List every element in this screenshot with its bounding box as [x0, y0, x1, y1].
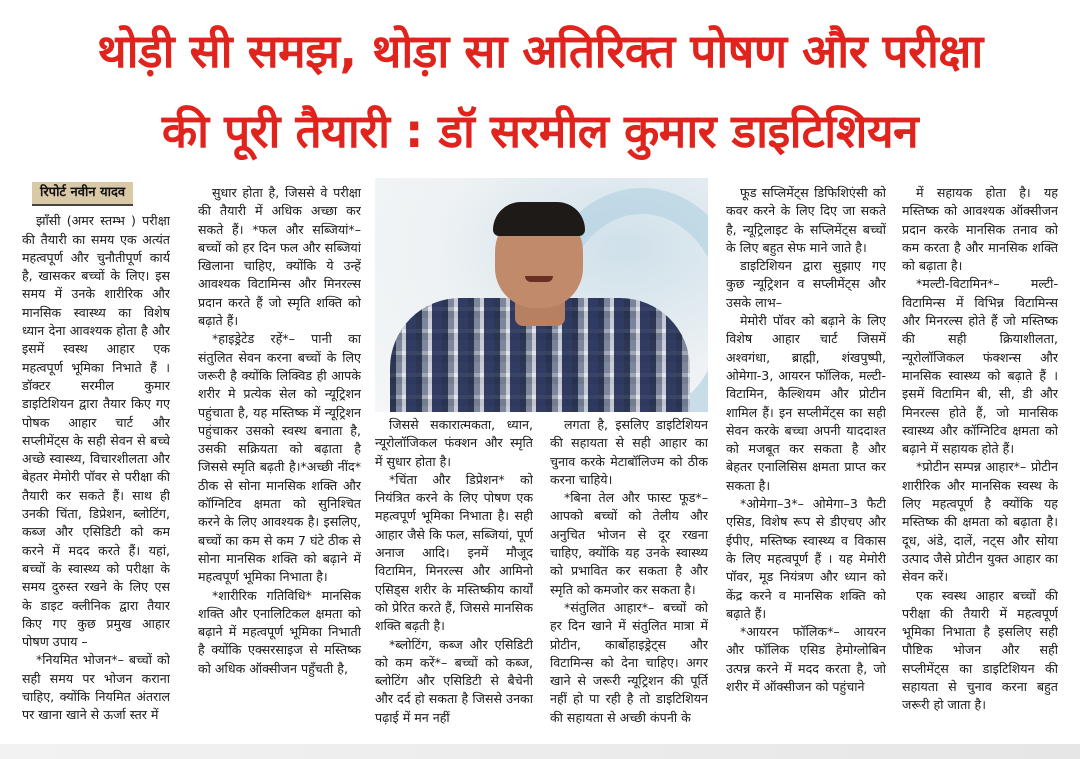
column-paragraph: *ब्लोटिंग, कब्ज और एसिडिटी को कम करें*– बच्चों को कब्ज, ब्लोटिंग और एसिडिटी से बैचेनी और दर्द हो सकता है जिससे उनका पढ़ाई में मन नहीं [375, 636, 533, 725]
column-paragraph: डाइटिशियन द्वारा सुझाए गए कुछ न्यूट्रिशन व सप्लीमेंट्स और उसके लाभ– [726, 258, 886, 310]
column-paragraph: *ओमेगा–3*– ओमेगा–3 फैटी एसिड, विशेष रूप से डीएचए और ईपीए, मस्तिष्क स्वास्थ्य व विकास के लिए महत्वपूर्ण हैं । यह मेमोरी पॉवर, मूड नियंत्रण और ध्यान को केंद्र करने व मानसिक शक्ति को बढ़ाते हैं। [726, 496, 886, 621]
column-paragraph: *आयरन फॉलिक*– आयरन और फॉलिक एसिड हेमोग्लोबिन उत्पन्न करने में मदद करता है, जो शरीर में ऑक्सीजन को पहुंचाने [726, 624, 886, 695]
article-column-6 [902, 184, 1058, 742]
column-paragraph: *नियमित भोजन*– बच्चों को सही समय पर भोजन कराना चाहिए, क्योंकि नियमित अंतराल पर खाना खाने से ऊर्जा स्तर में [22, 652, 170, 723]
column-paragraph: *मल्टी-विटामिन*– मल्टी-विटामिन्स में विभिन्न विटामिन्स और मिनरल्स होते हैं जो मस्तिष्क की सही क्रियाशीलता, न्यूरोलॉजिकल फंक्शन्स और मानसिक स्वास्थ्य को बढ़ाते हैं । इसमें विटामिन बी, सी, डी और मिनरल्स होते हैं, जो मानसिक स्वास्थ्य और कॉग्निटिव क्षमता को बढ़ाने में सहायक होते हैं। [902, 276, 1058, 457]
column-paragraph: एक स्वस्थ आहार बच्चों की परीक्षा की तैयारी में महत्वपूर्ण भूमिका निभाता है इसलिए सही पौष्टिक भोजन और सही सप्लीमेंट्स का डाइटिशियन की सहायता से चुनाव करना बहुत जरूरी हो जाता है। [902, 587, 1058, 713]
column-paragraph: मेमोरी पॉवर को बढ़ाने के लिए विशेष आहार चार्ट जिसमें अश्वगंधा, ब्राह्मी, शंखपुष्पी, ओमेगा-3, आयरन फॉलिक, मल्टी-विटामिन, कैल्शियम और प्रोटीन शामिल हैं। इन सप्लीमेंट्स का सही सेवन करके बच्चा अपनी याददाश्त को मजबूत कर सकता है और बेहतर एनालिसिस क्षमता प्राप्त कर सकता है। [726, 313, 886, 493]
reporter-byline: रिपोर्ट नवीन यादव [32, 182, 133, 206]
article-column-5 [726, 184, 886, 742]
headline-line-2: की पूरी तैयारी : डॉ सरमील कुमार डाइटिशियन [161, 104, 919, 158]
column-paragraph: में सहायक होता है। यह मस्तिष्क को आवश्यक ऑक्सीजन प्रदान करके मानसिक तनाव को कम करता है और मानसिक शक्ति को बढ़ाता है। [902, 185, 1058, 274]
column-paragraph: *संतुलित आहार*– बच्चों को हर दिन खाने में संतुलित मात्रा में प्रोटीन, कार्बोहाइड्रेट्स और विटामिन्स को देना चाहिए। अगर खाने से जरूरी न्यूट्रिशन की पूर्ति नहीं हो पा रही है तो डाइटिशियन की सहायता से अच्छी कंपनी के [550, 599, 708, 725]
column-paragraph: *चिंता और डिप्रेशन* को नियंत्रित करने के लिए पोषण एक महत्वपूर्ण भूमिका निभाता है। सही आहार जैसे कि फल, सब्जियां, पूर्ण अनाज आदि। इनमें मौजूद विटामिन, मिनरल्स और आमिनो एसिड्स शरीर के मस्तिष्कीय कार्यों को प्रेरित करते हैं, जिससे मानसिक शक्ति बढ़ती है। [375, 471, 533, 634]
article-column-4 [550, 416, 708, 742]
column-paragraph: *बिना तेल और फास्ट फूड*– आपको बच्चों को तेलीय और अनुचित भोजन से दूर रखना चाहिए, क्योंकि यह उनके स्वास्थ्य को प्रभावित कर सकता है और स्मृति को कमजोर कर सकता है। [550, 490, 708, 597]
column-paragraph: लगता है, इसलिए डाइटिशियन की सहायता से सही आहार का चुनाव करके मेटाबॉलिज्म को ठीक करना चाहिये। [550, 417, 708, 487]
column-paragraph: *हाइड्रेटेड रहें*– पानी का संतुलित सेवन करना बच्चों के लिए जरूरी है क्योंकि लिक्विड ही आपके शरीर मे प्रत्येक सेल को न्यूट्रिशन पहुंचाता है, यह मस्तिष्क में न्यूट्रिशन पहुंचाकर उसको स्वस्थ बनाता है, उसकी सक्रियता को बढ़ाता है जिससे स्मृति बढ़ती है।*अच्छी नींद* ठीक से सोना मानसिक शक्ति और कॉग्निटिव क्षमता को सुनिश्चित करने के लिए आवश्यक है। इसलिए, बच्चों का कम से कम 7 घंटे ठीक से सोना मानसिक शक्ति को बढ़ाने में महत्वपूर्ण भूमिका निभाता है। [198, 331, 361, 585]
next-article-strip [0, 744, 1080, 759]
headline [0, 0, 1080, 172]
column-paragraph: फूड सप्लिमेंट्स डिफिशिएंसी को कवर करने के लिए दिए जा सकते है, न्यूट्रिलाइट के सप्लिमेंट्स बच्चों के लिए बहुत सेफ माने जाते है। [726, 185, 886, 255]
column-paragraph: सुधार होता है, जिससे वे परीक्षा की तैयारी में अधिक अच्छा कर सकते हैं। *फल और सब्जियां*– बच्चों को हर दिन फल और सब्जियां खिलाना चाहिए, क्योंकि ये उन्हें आवश्यक विटामिन्स और मिनरल्स प्रदान करते हैं जो स्मृति शक्ति को बढ़ाते हैं। [198, 185, 361, 329]
doctor-portrait-photo [375, 178, 708, 412]
article-column-2 [198, 184, 361, 742]
column-paragraph: जिससे सकारात्मकता, ध्यान, न्यूरोलॉजिकल फंक्शन और स्मृति में सुधार होता है। [375, 417, 533, 469]
column-paragraph: *शारीरिक गतिविधि* मानसिक शक्ति और एनालिटिकल क्षमता को बढ़ाने में महत्वपूर्ण भूमिका निभाती है क्योंकि एक्सरसाइज से मस्तिष्क को अधिक ऑक्सीजन पहुँचती है, [198, 587, 361, 676]
article-column-3 [375, 416, 533, 742]
column-paragraph: झाँसी (अमर स्तम्भ ) परीक्षा की तैयारी का समय एक अत्यंत महत्वपूर्ण और चुनौतीपूर्ण कार्य है, खासकर बच्चों के लिए। इस समय में उनके शारीरिक और मानसिक स्वास्थ्य का विशेष ध्यान देना आवश्यक होता है और इसमें स्वस्थ आहार एक महत्वपूर्ण भूमिका निभाते हैं । डॉक्टर सरमील कुमार डाइटिशियन द्वारा तैयार किए गए पोषक आहार चार्ट और सप्लीमेंट्स के सही सेवन से बच्चे अच्छे स्वास्थ्य, विचारशीलता और बेहतर मेमोरी पॉवर से परीक्षा की तैयारी कर सकते हैं। साथ ही उनकी चिंता, डिप्रेशन, ब्लोटिंग, कब्ज और एसिडिटी को कम करने में मदद करते हैं। यहां, बच्चों के स्वास्थ्य को परीक्षा के समय दुरुस्त रखने के लिए एस के डाइट क्लीनिक द्वारा तैयार किए गए कुछ प्रमुख आहार पोषण उपाय – [22, 213, 170, 650]
article-column-1 [22, 182, 170, 742]
headline-line-1: थोड़ी सी समझ, थोड़ा सा अतिरिक्त पोषण और परीक्षा [97, 24, 983, 78]
column-paragraph: *प्रोटीन सम्पन्न आहार*– प्रोटीन शारीरिक और मानसिक स्वस्थ के लिए महत्वपूर्ण है क्योंकि यह मस्तिष्क की क्षमता को बढ़ाता है। दूध, अंडे, दालें, नट्स और सोया उत्पाद जैसे प्रोटीन युक्त आहार का सेवन करें। [902, 459, 1058, 585]
